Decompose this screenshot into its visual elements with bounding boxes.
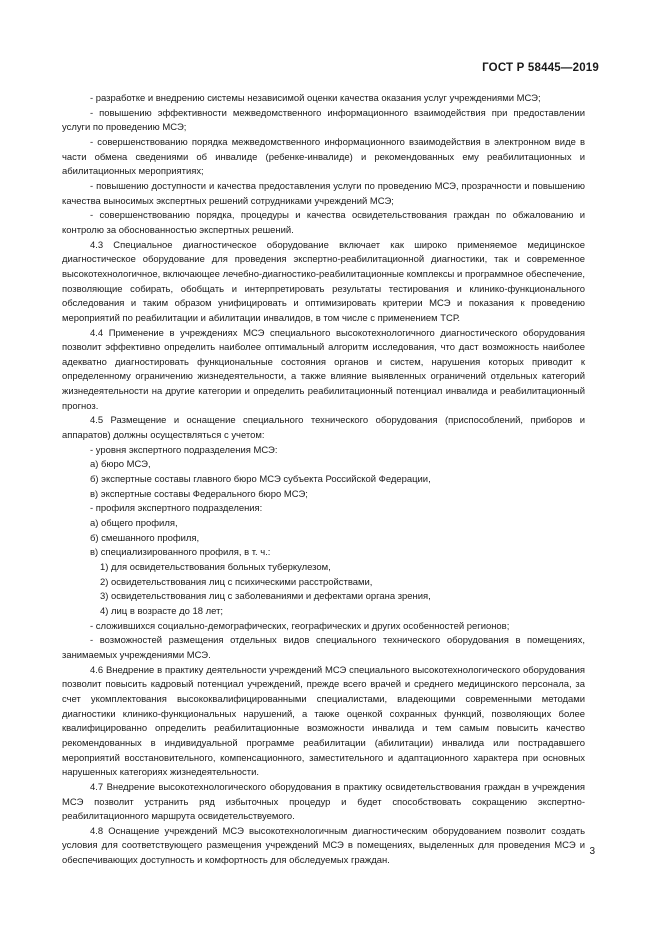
list-item-profile-a: а) общего профиля, <box>90 518 178 530</box>
list-item-placement: - возможностей размещения отдельных видов специального технического оборудования в помещениях, занимаемых учреждениями МСЭ. <box>62 635 585 661</box>
list-item-profile: - профиля экспертного подразделения: <box>90 503 263 515</box>
paragraph-4-6: 4.6 Внедрение в практику деятельности учреждений МСЭ специального высокотехнологического оборудования позволит повысить кадровый потенциал учреждений, прежде всего врачей и среднего медицинского персонала, за счет укомплектования высококвалифицированными специалистами, владеющими современными методами диагностики клинико-функциональных нарушений, а также оценкой сохранных функций, позволяющих более квалифицированно определить реабилитационные возможности инвалида и тем самым повысить качество рекомендованных в индивидуальной программе реабилитации (абилитации) инвалида или пострадавшего мероприятий восстановительного, компенсационного, заместительного и адаптационного характера при основных нарушенных категориях жизнедеятельности. <box>62 664 585 779</box>
paragraph-item-accessibility: - повышению доступности и качества предоставления услуги по проведению МСЭ, прозрачности и повышению качества выносимых экспертных решений сотрудниками учреждений МСЭ; <box>62 180 585 207</box>
list-subitem-4: 4) лиц в возрасте до 18 лет; <box>100 605 224 617</box>
paragraph-4-3: 4.3 Специальное диагностическое оборудование включает как широко применяемое медицинское диагностическое оборудование для проведения экспертно-реабилитационной диагностики, так и современное высокотехнологичное, включающее лечебно-диагностико-реабилитационные комплексы и программное обеспечение, позволяющие собирать, обобщать и интерпретировать результаты тестирования и клинико-функционального обследования и таким образом унифицировать и оптимизировать критерии МСЭ и показания к проведению мероприятий по реабилитации и абилитации инвалидов, в том числе с применением ТСР. <box>62 239 585 324</box>
list-subitem-3: 3) освидетельствования лиц с заболеваниями и дефектами органа зрения, <box>100 591 431 603</box>
paragraph-4-4: 4.4 Применение в учреждениях МСЭ специального высокотехнологичного диагностического оборудования позволит эффективно определить наиболее оптимальный алгоритм исследования, что даст возможность наиболее адекватно диагностировать функциональные состояния органов и систем, нарушения которых приводит к определенному ограничению жизнедеятельности, а также влияние выявленных ограничений отдельных категорий жизнедеятельности на другие категории и определить реабилитационный потенциал инвалида и реабилитационный прогноз. <box>62 327 585 412</box>
list-item-profile-c: в) специализированного профиля, в т. ч.: <box>90 547 271 559</box>
paragraph-item-electronic-exchange: - совершенствованию порядка межведомственного информационного взаимодействия в электронном виде в части обмена сведениями об инвалиде (ребенке-инвалиде) и рекомендованных ему реабилитационных и абилитационных мероприятиях; <box>62 136 585 178</box>
paragraph-4-8: 4.8 Оснащение учреждений МСЭ высокотехнологичным диагностическим оборудованием позволит создать условия для соответствующего размещения учреждений МСЭ в помещениях, выделенных для проведения МСЭ и обеспечивающих доступность и комфортность для обследуемых граждан. <box>62 825 585 867</box>
list-item-regional: - сложившихся социально-демографических, географических и других особенностей регионов; <box>90 620 510 632</box>
list-item-profile-b: б) смешанного профиля, <box>90 532 200 544</box>
list-item-level: - уровня экспертного подразделения МСЭ: <box>90 444 278 456</box>
list-item-level-c: в) экспертные составы Федерального бюро МСЭ; <box>90 488 308 500</box>
paragraph-4-5: 4.5 Размещение и оснащение специального технического оборудования (приспособлений, приборов и аппаратов) должны осуществляться с учетом: <box>62 415 585 442</box>
paragraph-item-interagency-efficiency: - повышению эффективности межведомственного информационного взаимодействия при предоставлении услуги по проведению МСЭ; <box>62 107 585 134</box>
body-text <box>62 92 585 869</box>
paragraph-item-independent-evaluation: - разработке и внедрению системы независимой оценки качества оказания услуг учреждениями МСЭ; <box>90 93 541 104</box>
list-item-level-b: б) экспертные составы главного бюро МСЭ субъекта Российской Федерации, <box>90 474 431 486</box>
page-number: 3 <box>589 846 595 857</box>
list-subitem-1: 1) для освидетельствования больных туберкулезом, <box>100 562 331 573</box>
paragraph-item-appeal-procedure: - совершенствованию порядка, процедуры и качества освидетельствования граждан по обжалованию и контролю за обоснованностью экспертных решений. <box>62 210 585 236</box>
list-subitem-2: 2) освидетельствования лиц с психическими расстройствами, <box>100 576 373 588</box>
paragraph-4-7: 4.7 Внедрение высокотехнологического оборудования в практику освидетельствования граждан в учреждения МСЭ позволит устранить ряд избыточных процедур и будет способствовать сокращению экспертно-реабилитационного маршрута освидетельствуемого. <box>62 781 585 823</box>
list-item-level-a: а) бюро МСЭ, <box>90 459 151 471</box>
standard-designation: ГОСТ Р 58445—2019 <box>482 62 599 74</box>
